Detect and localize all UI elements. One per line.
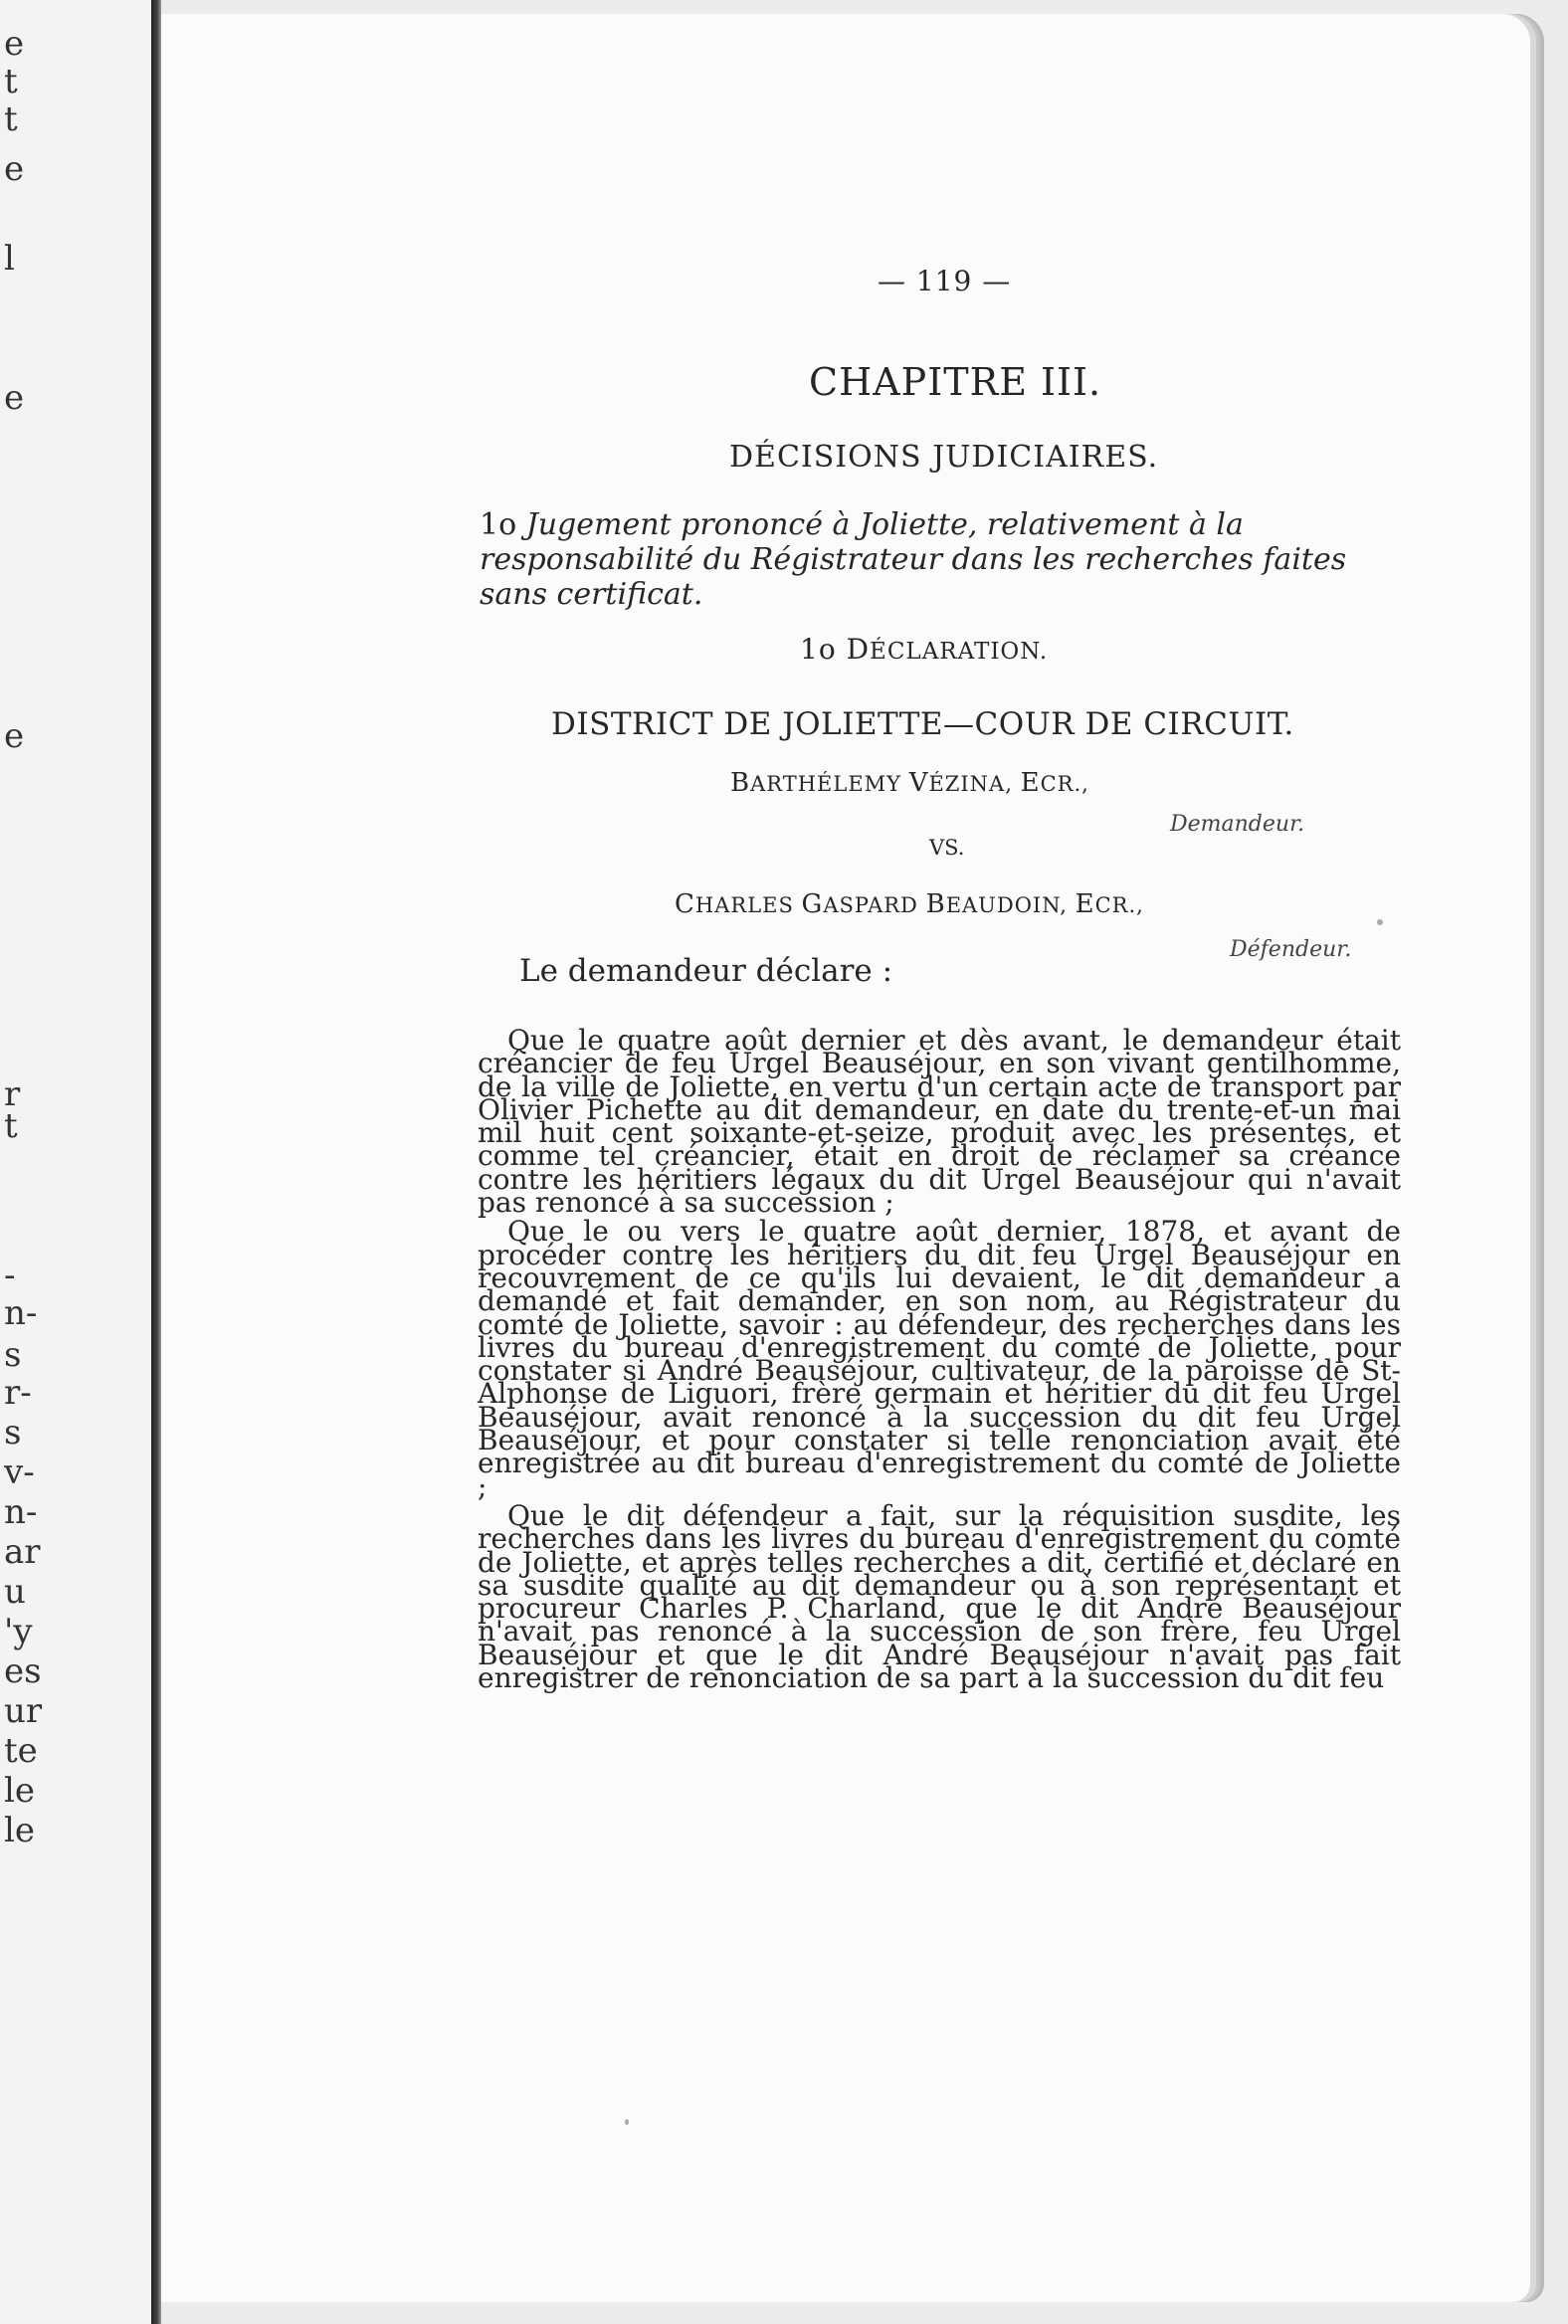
ink-speck bbox=[625, 2119, 629, 2125]
plaintiff-role: Demandeur. bbox=[1170, 812, 1305, 837]
left-page-fragment: le bbox=[4, 1811, 35, 1850]
declaration-label-rest: ÉCLARATION. bbox=[870, 639, 1049, 665]
left-page-fragment: r- bbox=[4, 1373, 32, 1413]
section-title: DÉCISIONS JUDICIAIRES. bbox=[729, 440, 1159, 475]
declaration-intro: Le demandeur déclare : bbox=[519, 953, 893, 989]
court-heading: DISTRICT DE JOLIETTE—COUR DE CIRCUIT. bbox=[551, 706, 1294, 742]
left-page-fragment: s bbox=[4, 1335, 22, 1375]
plaintiff-name-part: V bbox=[908, 768, 929, 798]
left-page-fragment: n- bbox=[4, 1293, 38, 1333]
defendant-role: Défendeur. bbox=[1230, 937, 1352, 962]
body-paragraph: Que le quatre août dernier et dès avant, le demandeur était créancier de feu Urgel Beauséjour, en son vivant gentilhomme, de la ville de Joliette, en vertu d'un certain acte de transport par Olivier Pichette au dit demandeur, en date du trente-et-un mai mil huit cent soixante-et-seize, produit avec les présentes, et comme tel créancier, était en droit de réclamer sa créance contre les héritiers légaux du dit Urgel Beauséjour qui n'avait pas renoncé à sa succession ; bbox=[478, 1024, 1401, 1220]
declaration-label bbox=[800, 633, 1048, 666]
left-page-fragment: ur bbox=[4, 1691, 43, 1731]
left-page-fragment: s bbox=[4, 1413, 22, 1452]
plaintiff-name-part: ÉZINA, bbox=[928, 772, 1021, 796]
body-paragraph: Que le ou vers le quatre août dernier, 1878, et avant de procéder contre les héritiers du dit feu Urgel Beauséjour en recouvrement de ce qu'ils lui devaient, le dit demandeur a demandé et fait demander, en son nom, au Régistrateur du comté de Joliette, savoir : au défendeur, des recherches dans les livres du bureau d'enregistrement du comté de Joliette, pour constater si André Beauséjour, cultivateur, de la paroisse de St-Alphonse de Liguori, frère germain et héritier du dit feu Urgel Beauséjour, avait renoncé à la succession du dit feu Urgel Beauséjour, et pour constater si telle renonciation avait été enregistrée au dit bureau d'enregistrement du comté de Joliette ; bbox=[478, 1215, 1401, 1503]
left-page-fragment: v- bbox=[4, 1452, 35, 1492]
left-page-fragment: ar bbox=[4, 1532, 41, 1572]
plaintiff-name bbox=[730, 768, 1089, 798]
chapter-title: CHAPITRE III. bbox=[809, 360, 1102, 404]
plaintiff-name-part: B bbox=[730, 768, 751, 798]
left-page-fragment: l bbox=[4, 239, 15, 279]
left-page-fragment: e bbox=[4, 716, 25, 756]
left-page-fragment: t bbox=[4, 1106, 18, 1146]
left-page-fragment: t bbox=[4, 99, 18, 139]
plaintiff-name-part: E bbox=[1020, 768, 1041, 798]
left-page-fragment: es bbox=[4, 1651, 42, 1691]
defendant-name-part: ASPARD bbox=[823, 893, 926, 917]
judgment-intro-number: 1o bbox=[480, 507, 517, 542]
book-gutter bbox=[151, 0, 161, 2324]
left-page-edge bbox=[0, 0, 151, 2324]
left-page-fragment: le bbox=[4, 1771, 35, 1811]
defendant-name-part: C bbox=[675, 889, 695, 919]
left-page-fragment: t bbox=[4, 62, 18, 101]
left-page-fragment: e bbox=[4, 378, 25, 418]
left-page-fragment: u bbox=[4, 1572, 26, 1612]
left-page-fragment: - bbox=[4, 1256, 16, 1295]
body-paragraph: Que le dit défendeur a fait, sur la réquisition susdite, les recherches dans les livres du bureau d'enregistrement du comté de Joliette, et après telles recherches a dit, certifié et déclaré en sa susdite qualité au dit demandeur ou à son représentant et procureur Charles P. Charland, que le dit André Beauséjour n'avait pas renoncé à la succession de son frère, feu Urgel Beauséjour et que le dit André Beauséjour n'avait pas fait enregistrer de renonciation de sa part à la succession du dit feu bbox=[478, 1498, 1401, 1695]
defendant-name-part: B bbox=[925, 889, 946, 919]
left-page-fragment: te bbox=[4, 1731, 38, 1771]
left-page-fragment: r bbox=[4, 1074, 21, 1114]
defendant-name-part: HARLES bbox=[694, 893, 802, 917]
defendant-name-part: EAUDOIN, bbox=[945, 893, 1076, 917]
left-page-fragment: 'y bbox=[4, 1612, 33, 1651]
declaration-label-lead: 1o D bbox=[800, 633, 871, 666]
page-number: — 119 — bbox=[878, 265, 1012, 297]
ink-speck bbox=[1377, 919, 1383, 925]
declaration-body bbox=[478, 1024, 1401, 1695]
left-page-fragment: e bbox=[4, 149, 25, 189]
plaintiff-name-part: ARTHÉLEMY bbox=[750, 772, 909, 796]
defendant-name-part: E bbox=[1075, 889, 1095, 919]
plaintiff-name-part: CR., bbox=[1040, 772, 1089, 796]
defendant-name bbox=[675, 889, 1144, 919]
left-page-fragment: n- bbox=[4, 1492, 38, 1532]
defendant-name-part: CR., bbox=[1094, 893, 1144, 917]
judgment-intro-text: Jugement prononcé à Joliette, relativement à la responsabilité du Régistrateur dans les recherches faites sans certificat. bbox=[480, 507, 1347, 612]
defendant-name-part: G bbox=[801, 889, 824, 919]
book-page bbox=[161, 14, 1530, 2302]
judgment-intro bbox=[480, 507, 1410, 612]
left-page-fragment: e bbox=[4, 24, 25, 64]
versus-label: VS. bbox=[929, 836, 965, 860]
